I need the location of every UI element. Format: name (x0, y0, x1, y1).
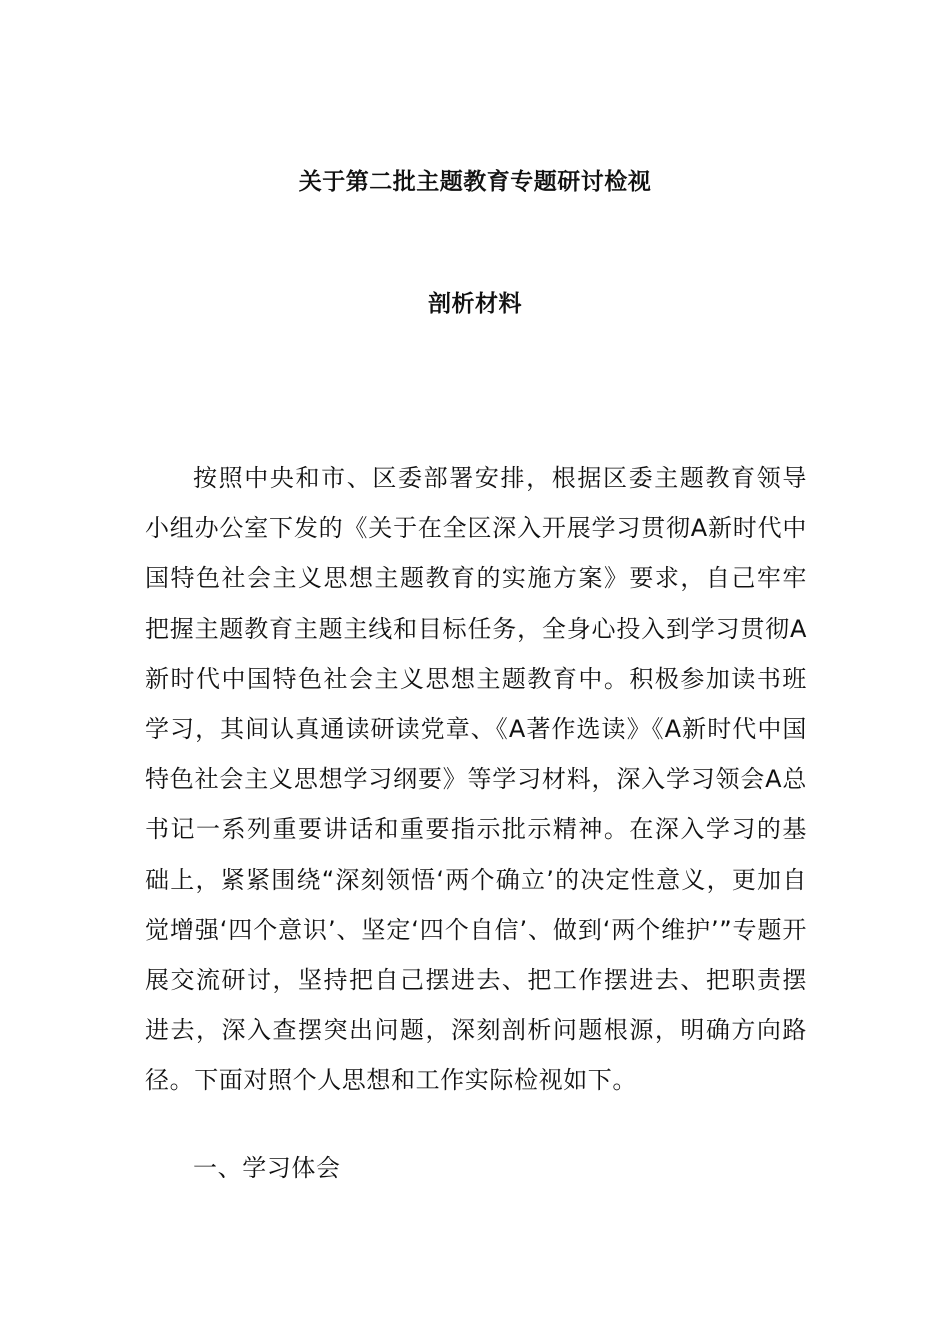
document-title-line2: 剖析材料 (428, 291, 522, 317)
section-heading-study: 一、学习体会 (193, 1154, 341, 1182)
intro-paragraph: 按照中央和市、区委部署安排，根据区委主题教育领导小组办公室下发的《关于在全区深入开展学习贯彻A新时代中国特色社会主义思想主题教育的实施方案》要求，自己牢牢把握主题教育主题主线和目标任务，全身心投入到学习贯彻A新时代中国特色社会主义思想主题教育中。积极参加读书班学习，其间认真通读研读党章、《A著作选读》《A新时代中国特色社会主义思想学习纲要》等学习材料，深入学习领会A总书记一系列重要讲话和重要指示批示精神。在深入学习的基础上，紧紧围绕“深刻领悟‘两个确立’的决定性意义，更加自觉增强‘四个意识’、坚定‘四个自信’、做到‘两个维护’”专题开展交流研讨，坚持把自己摆进去、把工作摆进去、把职责摆进去，深入查摆突出问题，深刻剖析问题根源，明确方向路径。下面对照个人思想和工作实际检视如下。 (145, 464, 807, 1095)
document-title-line1: 关于第二批主题教育专题研讨检视 (298, 169, 652, 195)
